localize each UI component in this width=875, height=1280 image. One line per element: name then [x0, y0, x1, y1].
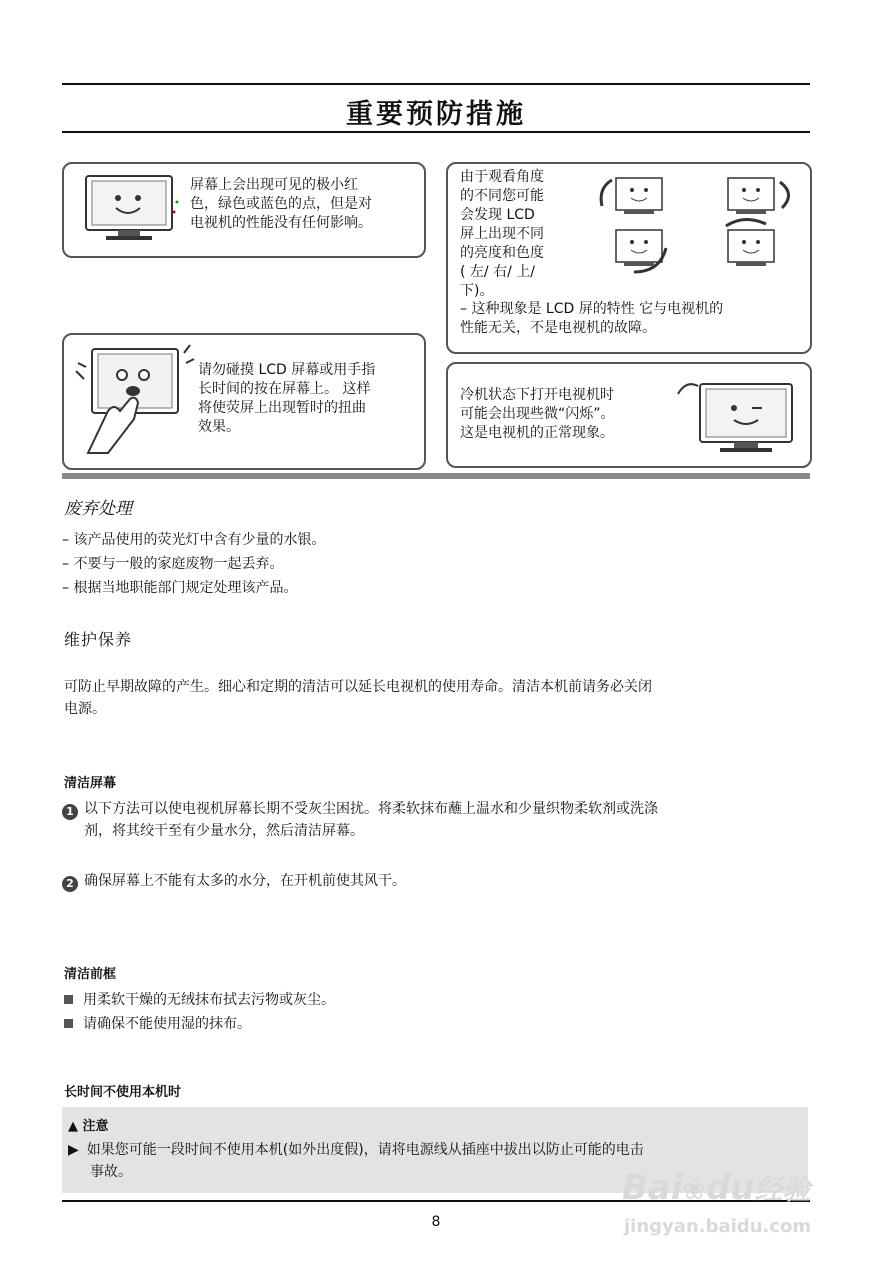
page-number: 8: [431, 1214, 441, 1230]
winking-tv-icon: [672, 372, 804, 462]
disposal-heading: 废弃处理: [64, 499, 132, 519]
box-angle-note-line: – 这种现象是 LCD 屏的特性 它与电视机的: [460, 301, 724, 317]
step1-line: 剂，将其绞干至有少量水分，然后清洁屏幕。: [84, 823, 364, 839]
maintenance-heading: 维护保养: [64, 630, 133, 649]
watermark-url: jingyan.baidu.com: [624, 1216, 812, 1237]
disposal-item: – 根据当地职能部门规定处理该产品。: [62, 580, 298, 596]
clean-frame-item: 用柔软干燥的无绒抹布拭去污物或灰尘。: [83, 992, 335, 1008]
maintenance-line: 可防止早期故障的产生。细心和定期的清洁可以延长电视机的使用寿命。清洁本机前请务必关闭: [64, 679, 652, 695]
box-angle-line: 的亮度和色度: [460, 245, 544, 261]
box-cold-line: 冷机状态下打开电视机时: [460, 387, 614, 403]
arrow-right-icon: ▶: [68, 1142, 79, 1158]
box-angle-line: ( 左/ 右/ 上/: [460, 264, 535, 280]
step1-line: 以下方法可以使电视机屏幕长期不受灰尘困扰。将柔软抹布蘸上温水和少量织物柔软剂或洗涤: [84, 801, 658, 817]
watermark-brand: Bai: [622, 1168, 683, 1208]
bullet-square-icon: [64, 1019, 73, 1028]
clean-screen-heading: 清洁屏幕: [64, 776, 117, 791]
box-cold-line: 可能会出现些微“闪烁”。: [460, 406, 615, 422]
step-number-1: 1: [62, 804, 78, 820]
box-pixels-line: 屏幕上会出现可见的极小红: [190, 177, 358, 193]
step-number-2: 2: [62, 876, 78, 892]
watermark-logo: [622, 1168, 811, 1208]
warning-triangle-icon: ▲: [68, 1119, 78, 1134]
caution-line: 如果您可能一段时间不使用本机(如外出度假)，请将电源线从插座中拔出以防止可能的电击: [86, 1142, 644, 1158]
box-pixels-line: 电视机的性能没有任何影响。: [190, 215, 372, 231]
box-angle-line: 由于观看角度: [460, 169, 544, 185]
disposal-item: – 该产品使用的荧光灯中含有少量的水银。: [62, 532, 326, 548]
box-touch-line: 将使荧屏上出现暂时的扭曲: [198, 400, 366, 416]
top-rule: [62, 83, 810, 85]
caution-title: 注意: [82, 1119, 109, 1134]
rotating-tv-icons: [594, 168, 804, 280]
box-angle-note-line: 性能无关，不是电视机的故障。: [460, 320, 656, 336]
clean-screen-step1: [62, 798, 810, 820]
maintenance-line: 电源。: [64, 701, 106, 717]
box-touch-line: 长时间的按在屏幕上。 这样: [198, 381, 371, 397]
box-touch: [62, 333, 426, 470]
page-title: 重要预防措施: [346, 99, 526, 130]
bullet-square-icon: [64, 995, 73, 1004]
title-underline: [62, 131, 810, 133]
smiling-tv-icon: [78, 172, 188, 244]
paw-icon: ❀: [682, 1173, 706, 1206]
box-angle-line: 下)。: [460, 283, 494, 299]
touching-tv-icon: [68, 341, 196, 461]
box-cold-start: [446, 362, 812, 468]
clean-frame-item: 请确保不能使用湿的抹布。: [83, 1016, 251, 1032]
box-angle-line: 会发现 LCD: [460, 207, 535, 223]
step2-line: 确保屏幕上不能有太多的水分，在开机前使其风干。: [84, 873, 406, 889]
box-touch-line: 请勿碰摸 LCD 屏幕或用手指: [198, 362, 376, 378]
clean-frame-heading: 清洁前框: [64, 967, 117, 982]
box-touch-line: 效果。: [198, 419, 240, 435]
box-angle-line: 的不同您可能: [460, 188, 544, 204]
box-viewing-angle: [446, 162, 812, 354]
box-pixels-line: 色，绿色或蓝色的点，但是对: [190, 196, 372, 212]
disposal-item: – 不要与一般的家庭废物一起丢弃。: [62, 556, 284, 572]
watermark-brand2: du: [705, 1168, 755, 1208]
caution-line: 事故。: [90, 1164, 132, 1180]
box-cold-line: 这是电视机的正常现象。: [460, 425, 614, 441]
long-unused-heading: 长时间不使用本机时: [64, 1085, 182, 1100]
box-pixels: [62, 162, 426, 258]
section-divider: [62, 473, 810, 479]
box-angle-line: 屏上出现不同: [460, 226, 544, 242]
watermark-brand-cn: 经验: [754, 1173, 811, 1206]
